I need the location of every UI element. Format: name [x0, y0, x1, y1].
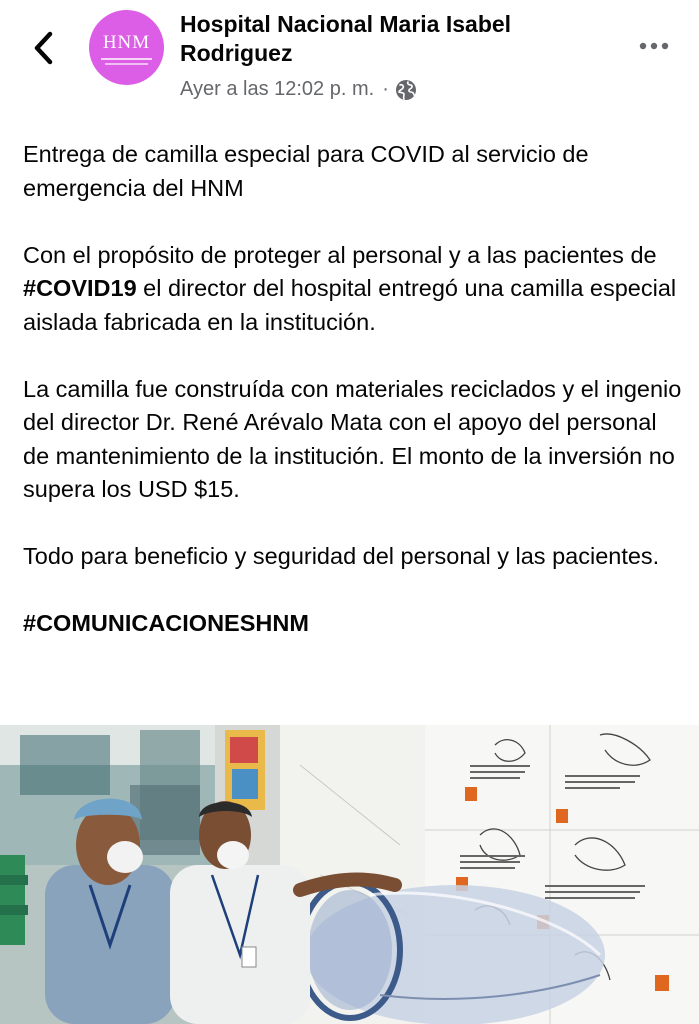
avatar-logo-text: HNM	[102, 32, 151, 53]
photo-illustration	[0, 725, 699, 1024]
hashtag-comunicaciones-link[interactable]: #COMUNICACIONESHNM	[23, 610, 309, 636]
post-paragraph-title: Entrega de camilla especial para COVID al servicio de emergencia del HNM	[23, 141, 589, 201]
post-paragraph-details: La camilla fue construída con materiales reciclados y el ingenio del director Dr. René Arévalo Mata con el apoyo del personal de mantenimiento de la institución. El monto de la inversión no supera los USD $15.	[23, 375, 682, 502]
hashtag-covid19-link[interactable]: #COVID19	[23, 275, 137, 301]
post-paragraph-closing: Todo para beneficio y seguridad del personal y las pacientes.	[23, 543, 660, 569]
post-header	[0, 0, 699, 110]
post-photo[interactable]	[0, 725, 699, 1024]
back-arrow-icon[interactable]	[28, 28, 64, 68]
post-meta	[180, 78, 417, 101]
post-body	[23, 138, 683, 674]
avatar-logo-line	[101, 58, 152, 60]
post-paragraph-purpose	[23, 239, 683, 340]
post-timestamp[interactable]: Ayer a las 12:02 p. m.	[180, 78, 375, 100]
globe-icon	[395, 79, 417, 101]
post-text-segment: el director del hospital entregó una camilla especial aislada fabricada en la institución.	[23, 275, 677, 335]
post-text-segment: Con el propósito de proteger al personal y a las pacientes de	[23, 241, 657, 268]
meta-separator: ·	[382, 78, 389, 100]
page-name-link[interactable]: Hospital Nacional Maria Isabel Rodriguez	[180, 11, 512, 66]
avatar-logo-line	[105, 63, 148, 65]
post-paragraph-hashtag	[23, 607, 683, 641]
page-avatar[interactable]	[89, 10, 164, 85]
more-options-icon[interactable]	[637, 33, 673, 59]
